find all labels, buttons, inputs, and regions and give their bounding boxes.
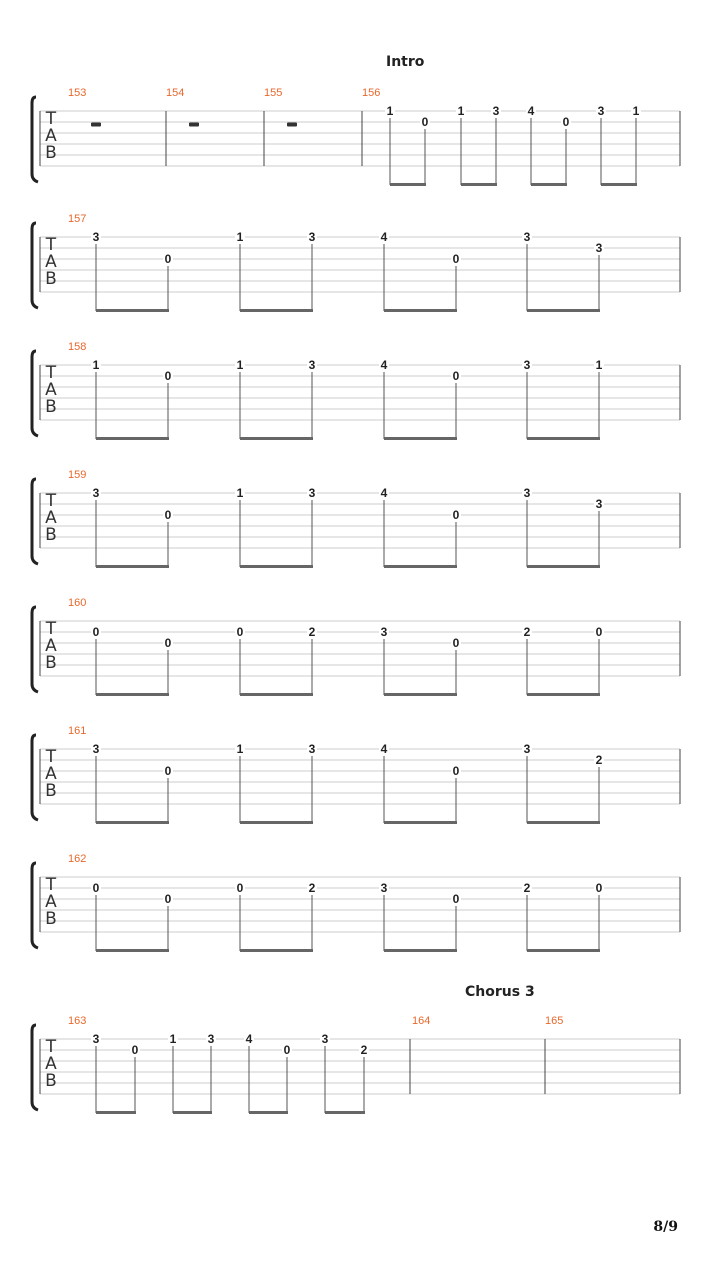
measure-number: 153 [68, 87, 87, 99]
fret-number: 1 [386, 104, 394, 118]
fret-number: 2 [308, 881, 316, 895]
fret-number: 3 [595, 497, 603, 511]
beam [96, 309, 169, 312]
fret-number: 3 [321, 1032, 329, 1046]
beam [527, 565, 600, 568]
beam [325, 1111, 365, 1114]
fret-number: 0 [562, 115, 570, 129]
measure-number: 163 [68, 1015, 87, 1027]
beam [384, 949, 457, 952]
system-bracket [32, 223, 38, 308]
tab-clef-letter: B [45, 781, 57, 801]
fret-number: 0 [92, 625, 100, 639]
tab-clef-letter: T [45, 1037, 57, 1057]
tab-clef-letter: B [45, 1071, 57, 1091]
tab-clef-letter: B [45, 397, 57, 417]
fret-number: 0 [452, 252, 460, 266]
fret-number: 1 [92, 358, 100, 372]
fret-number: 3 [308, 486, 316, 500]
fret-number: 2 [308, 625, 316, 639]
beam [384, 437, 457, 440]
beam [240, 565, 313, 568]
tab-clef-letter: B [45, 653, 57, 673]
system-bracket [32, 735, 38, 820]
tab-system [32, 87, 680, 186]
fret-number: 4 [380, 230, 388, 244]
fret-number: 3 [207, 1032, 215, 1046]
tab-system [32, 853, 680, 952]
beam [240, 437, 313, 440]
fret-number: 0 [164, 636, 172, 650]
beam [384, 693, 457, 696]
fret-number: 3 [308, 358, 316, 372]
beam [601, 183, 637, 186]
system-bracket [32, 607, 38, 692]
fret-number: 3 [92, 742, 100, 756]
beam [240, 693, 313, 696]
beam [240, 949, 313, 952]
beam [527, 821, 600, 824]
fret-number: 3 [92, 486, 100, 500]
rest-mark [189, 123, 199, 127]
tab-system [32, 213, 680, 312]
system-bracket [32, 1025, 38, 1110]
tab-clef-letter: A [45, 764, 57, 784]
tab-clef-letter: A [45, 1054, 57, 1074]
fret-number: 3 [380, 881, 388, 895]
system-bracket [32, 97, 38, 182]
beam [384, 309, 457, 312]
fret-number: 3 [523, 742, 531, 756]
fret-number: 3 [597, 104, 605, 118]
fret-number: 4 [380, 358, 388, 372]
tab-clef-letter: B [45, 525, 57, 545]
measure-number: 161 [68, 725, 87, 737]
beam [390, 183, 426, 186]
fret-number: 3 [523, 358, 531, 372]
tab-system [32, 725, 680, 824]
tab-system [32, 597, 680, 696]
tab-clef-letter: A [45, 892, 57, 912]
beam [527, 437, 600, 440]
measure-number: 156 [362, 87, 381, 99]
system-bracket [32, 351, 38, 436]
fret-number: 0 [164, 508, 172, 522]
tab-clef-letter: T [45, 747, 57, 767]
fret-number: 0 [452, 508, 460, 522]
fret-number: 1 [236, 358, 244, 372]
page-number: 8/9 [653, 1219, 678, 1235]
fret-number: 3 [380, 625, 388, 639]
fret-number: 0 [131, 1043, 139, 1057]
measure-number: 157 [68, 213, 87, 225]
fret-number: 0 [92, 881, 100, 895]
fret-number: 0 [595, 881, 603, 895]
beam [531, 183, 567, 186]
fret-number: 2 [523, 881, 531, 895]
beam [96, 693, 169, 696]
beam [96, 565, 169, 568]
fret-number: 0 [595, 625, 603, 639]
fret-number: 1 [236, 486, 244, 500]
fret-number: 3 [308, 742, 316, 756]
fret-number: 0 [452, 764, 460, 778]
beam [240, 309, 313, 312]
fret-number: 3 [92, 230, 100, 244]
rest-mark [91, 123, 101, 127]
fret-number: 1 [595, 358, 603, 372]
tab-clef-letter: T [45, 619, 57, 639]
section-label-intro: Intro [386, 54, 425, 70]
beam [384, 565, 457, 568]
fret-number: 0 [452, 892, 460, 906]
fret-number: 0 [236, 881, 244, 895]
tab-system [32, 469, 680, 568]
system-bracket [32, 863, 38, 948]
measure-number: 154 [166, 87, 185, 99]
fret-number: 1 [632, 104, 640, 118]
tab-clef-letter: T [45, 363, 57, 383]
tab-clef-letter: A [45, 380, 57, 400]
tab-clef-letter: A [45, 252, 57, 272]
tab-clef-letter: B [45, 269, 57, 289]
fret-number: 3 [92, 1032, 100, 1046]
beam [527, 693, 600, 696]
fret-number: 3 [308, 230, 316, 244]
tab-system [32, 1015, 680, 1114]
rest-mark [287, 123, 297, 127]
tab-clef-letter: T [45, 109, 57, 129]
fret-number: 2 [523, 625, 531, 639]
fret-number: 4 [380, 486, 388, 500]
beam [173, 1111, 212, 1114]
section-label-chorus-3: Chorus 3 [465, 984, 535, 1000]
beam [527, 949, 600, 952]
fret-number: 3 [595, 241, 603, 255]
fret-number: 1 [169, 1032, 177, 1046]
beam [96, 949, 169, 952]
fret-number: 3 [492, 104, 500, 118]
measure-number: 155 [264, 87, 283, 99]
fret-number: 0 [164, 892, 172, 906]
tab-clef-letter: B [45, 909, 57, 929]
fret-number: 0 [164, 369, 172, 383]
fret-number: 0 [164, 252, 172, 266]
measure-number: 159 [68, 469, 87, 481]
fret-number: 0 [164, 764, 172, 778]
fret-number: 4 [245, 1032, 253, 1046]
fret-number: 2 [595, 753, 603, 767]
fret-number: 3 [523, 230, 531, 244]
beam [527, 309, 600, 312]
beam [240, 821, 313, 824]
fret-number: 2 [360, 1043, 368, 1057]
tab-clef-letter: T [45, 235, 57, 255]
beam [249, 1111, 288, 1114]
beam [96, 1111, 136, 1114]
fret-number: 0 [236, 625, 244, 639]
fret-number: 0 [452, 369, 460, 383]
tab-clef-letter: T [45, 875, 57, 895]
beam [96, 437, 169, 440]
system-bracket [32, 479, 38, 564]
fret-number: 0 [283, 1043, 291, 1057]
fret-number: 3 [523, 486, 531, 500]
tab-clef-letter: A [45, 126, 57, 146]
beam [461, 183, 497, 186]
fret-number: 1 [236, 230, 244, 244]
fret-number: 0 [421, 115, 429, 129]
measure-number: 158 [68, 341, 87, 353]
measure-number: 164 [412, 1015, 431, 1027]
tab-clef-letter: T [45, 491, 57, 511]
tab-system [32, 341, 680, 440]
tab-clef-letter: A [45, 508, 57, 528]
tab-clef-letter: B [45, 143, 57, 163]
fret-number: 1 [236, 742, 244, 756]
measure-number: 162 [68, 853, 87, 865]
measure-number: 165 [545, 1015, 564, 1027]
fret-number: 0 [452, 636, 460, 650]
measure-number: 160 [68, 597, 87, 609]
fret-number: 1 [457, 104, 465, 118]
fret-number: 4 [380, 742, 388, 756]
tab-clef-letter: A [45, 636, 57, 656]
fret-number: 4 [527, 104, 535, 118]
beam [96, 821, 169, 824]
beam [384, 821, 457, 824]
